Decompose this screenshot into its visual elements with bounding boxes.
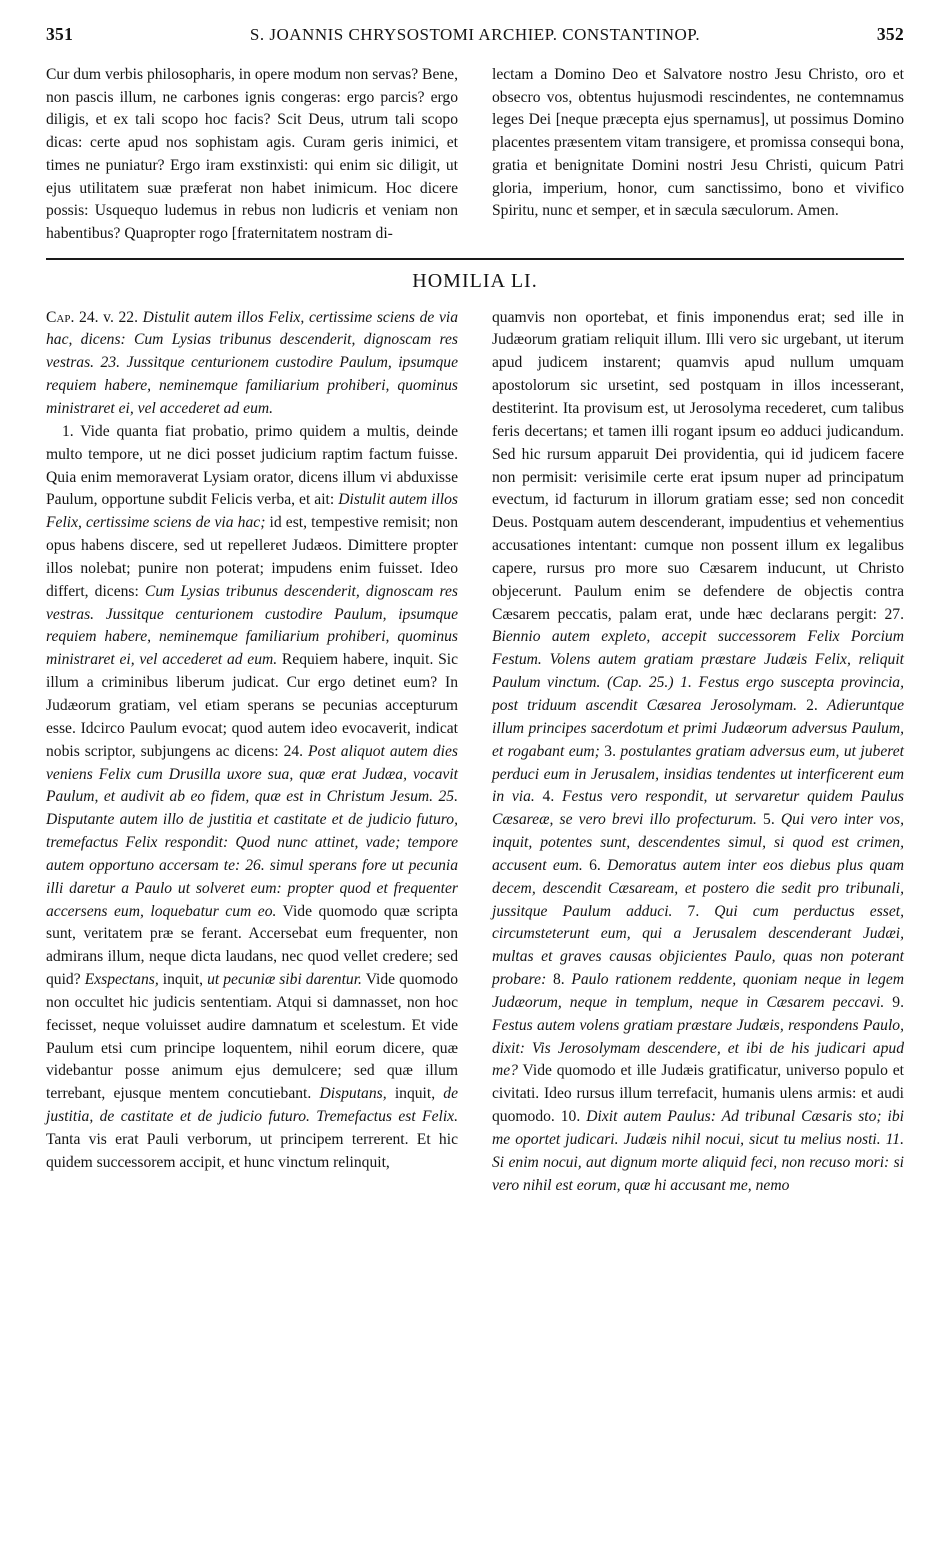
quote-run: Qui cum perductus esset, circumsteterunt eum, qui a Jerusalem descenderant Judæi, multas et graves causas objicientes Paulo, quas non poterant probare: xyxy=(492,902,905,989)
text-run: Tanta vis erat Pauli verborum, ut principem terrerent. Et hic quidem successorem accipit, et hunc vinctum relinquit, xyxy=(46,1131,458,1171)
continuation-paragraph xyxy=(492,307,904,1198)
top-right-text: lectam a Domino Deo et Salvatore nostro Jesu Christo, oro et obsecro vos, obtentus hujusmodi rescindentes, ne contemnamus leges Dei [neque præcepta ejus spernamus], ut possimus Domino placentes præsentem vitam transigere, et promissa consequi bona, gratia et benignitate Domini nostri Jesu Christi, quicum Patri gloria, imperium, honor, cum sanctissimo, bono et vivifico Spiritu, nunc et semper, et in sæcula sæculorum. Amen. xyxy=(492,66,904,220)
page-number-right: 352 xyxy=(876,24,904,44)
quote-run: Festus vero respondit, ut servaretur quidem Paulus Cæsareæ, se vero brevi illo profecturum. xyxy=(492,788,905,829)
quote-run: Distulit autem illos Felix, certissime sciens de via hac; xyxy=(46,491,459,532)
verse-number: 5. xyxy=(763,811,775,829)
verse-number: 9. xyxy=(892,993,904,1011)
text-run: 1. Vide quanta fiat probatio, primo quidem a multis, deinde multo tempore, ut ne dici posset judicium raptim factum fuisse. Quia enim memoraverat Lysiam orator, dicens illum vi abduxisse Paulum, opportune subdit Felicis verba, et ait: xyxy=(46,422,458,509)
text-run: Vide quomodo non occultet hic judicis sententiam. Atqui si damnasset, non hoc fecisset, neque voluisset audire damnatum et scelestum. Et vide Paulum etsi cum principe loquentem, nihil eorum dicere, quæ videbantur posse animum ejus demulcere; sed quæ illum terrebant, ejusque mentem concutiebant. xyxy=(46,971,459,1103)
top-right-column xyxy=(492,64,904,246)
cap-ref: 24. v. 22. xyxy=(79,308,138,326)
quote-run: Post aliquot autem dies veniens Felix cum Drusilla uxore sua, quæ erat Judæa, vocavit Paulum, et audivit ab eo fidem, quæ est in Christum Jesum. 25. Disputante autem illo de justitia et castitate et de judicio futuro, tremefactus Felix respondit: Quod nunc attinet, vade; tempore autem opportuno accersam te: 26. simul sperans fore ut pecunia illi daretur a Paulo ut solveret eum: propter quod et frequenter accersens eum, loquebatur cum eo. xyxy=(46,742,458,920)
quote-run: ut pecuniæ sibi darentur. xyxy=(207,971,362,989)
quote-run: Biennio autem expleto, accepit successorem Felix Porcium Festum. Volens autem gratiam præstare Judæis Felix, reliquit Paulum vinctum. xyxy=(492,628,904,692)
verse-number: 2. xyxy=(806,696,818,714)
main-columns xyxy=(46,307,904,1198)
quote-run: de justitia, de castitate et de judicio futuro. Tremefactus est Felix. xyxy=(46,1085,459,1126)
text-run: Vide quomodo quæ scripta sunt, veritatem præ se ferant. Accersebat eum frequenter, non admirans illum, neque dicta laudans, nec quod vellet credere; sed quid? xyxy=(46,902,458,989)
cap-scripture: Distulit autem illos Felix, certissime sciens de via hac, dicens: Cum Lysias tribunus descenderit, dignoscam res vestras. 23. Jussitque centurionem custodire Paulum, ipsumque requiem habere, neminemque familiarium prohiberi, quominus ministraret ei, vel accederet ad eum. xyxy=(46,308,458,417)
quote-run: Exspectans, xyxy=(84,971,159,989)
chapter-heading-paragraph xyxy=(46,307,458,421)
homily-title: HOMILIA LI. xyxy=(412,269,538,292)
quote-run: Disputans, xyxy=(319,1085,387,1103)
text-run: inquit, xyxy=(394,1085,436,1103)
text-run: Requiem habere, inquit. Sic illum a criminibus liberum judicat. Cur ergo detinet eum? In Judæorum gratiam, vel etiam sperans se pecunias accepturum esse. Idcirco Paulum evocat; quod autem ideo evocaverit, indicat nobis scriptor, subjungens ac dicens: 24. xyxy=(46,651,459,760)
verse-number: 6. xyxy=(589,856,601,874)
quote-run: Festus ergo suscepta provincia, post triduum ascendit Cæsarea Jerosolymam. xyxy=(492,674,904,714)
running-head xyxy=(46,24,904,64)
top-left-text: Cur dum verbis philosopharis, in opere modum non servas? Bene, non pascis illum, ne carbones ignis congeras: ergo parcis? ergo diligis, et ex tali scopo hoc facis? Scit Deus, utrum tali scopo dicas: certe apud nos sophistam agis. Curam geris inimici, et times ne puniatur? Ergo iram exstinxisti: qui enim sic diligit, ut ejus utilitatem suæ præferat non habet inimicum. Hoc dicere possis: Usquequo ludemus in rebus non ludicris et veniam non habentibus? Quapropter rogo [fraternitatem nostram di- xyxy=(46,66,458,242)
verse-number: 8. xyxy=(552,971,565,989)
verse-number: 4. xyxy=(542,788,555,806)
top-left-column xyxy=(46,64,458,246)
quote-run: Adieruntque illum principes sacerdotum et primi Judæorum adversus Paulum, et rogabant eum; xyxy=(492,696,905,760)
commentary-paragraph xyxy=(46,421,458,1175)
main-left-column xyxy=(46,307,458,1198)
quote-run: Qui vero inter vos, inquit, potentes sunt, descendentes simul, si quod est crimen, accusent eum. xyxy=(492,811,904,874)
quote-run: postulantes gratiam adversus eum, ut juberet perduci eum in Jerusalem, insidias tendentes ut interficerent eum in via. xyxy=(492,742,904,806)
text-run: id est, tempestive remisit; non opus habens discere, sed ut repelleret Judæos. Dimittere propter illos nolebat; punire non poterat; impudens enim fuisset. Ideo differt, dicens: xyxy=(46,514,459,600)
cap-label: Cap. xyxy=(46,308,75,326)
page-number-left: 351 xyxy=(46,24,74,44)
quote-run: Festus autem volens gratiam præstare Judæis, respondens Paulo, dixit: Vis Jerosolymam descendere, et ibi de his judicari apud me? xyxy=(492,1016,904,1080)
chapter-marker: (Cap. 25.) 1. xyxy=(607,674,692,692)
text-run: inquit, xyxy=(162,971,204,989)
verse-number: 7. xyxy=(687,902,700,920)
top-columns xyxy=(46,64,904,246)
main-right-column xyxy=(492,307,904,1198)
quote-run: Dixit autem Paulus: Ad tribunal Cæsaris sto; ibi me oportet judicari. Judæis nihil nocui, sicut tu melius nosti. 11. Si enim nocui, aut dignum morte aliquid feci, non recuso mori: si vero nihil est eorum, quæ hi accusant me, nemo xyxy=(492,1108,905,1194)
quote-run: Paulo rationem reddente, quoniam neque in legem Judæorum, neque in templum, neque in Cæsarem peccavi. xyxy=(492,971,905,1011)
quote-run: Cum Lysias tribunus descenderit, dignoscam res vestras. Jussitque centurionem custodire Paulum, ipsumque requiem habere, neminemque familiarium prohiberi, quominus ministraret ei, vel accederet ad eum. xyxy=(46,582,458,669)
quote-run: Demoratus autem inter eos diebus plus quam decem, descendit Cæsaream, et postero die sedit pro tribunali, jussitque Paulum adduci. xyxy=(492,856,904,920)
running-title: S. JOANNIS CHRYSOSTOMI ARCHIEP. CONSTANTINOP. xyxy=(249,25,701,44)
verse-number: 3. xyxy=(604,742,616,760)
text-run: quamvis non oportebat, et finis imponendus erat; sed ille in Judæorum gratiam reliquit illum. Illi vero sic urgebant, ut iterum apud judicem instarent; quamvis apud nullum umquam apostolorum sic ursetint, sed postquam in illos incesserant, destiterint. Ita provisum est, ut Jerosolyma recederet, cum talibus feris decertans; et tamen illi rogant ipsum eo adduci judicandum. Sed hic rursum apparuit Dei providentia, qui id judicem facere non permisit: verisimile certe erat ipsum nuper ad principatum evectum, id facturum in illorum gratiam esse; sed non concedit Deus. Postquam autem descenderant, impudentius et vehementius accusationes intentant: cumque non possent illum ex legalibus capere, rursus pro more suo Cæsarem inducunt, ut Christo objecerunt. Paulum enim se defendere de objectis contra Cæsarem peccatis, palam erat, unde hæc declarans pergit: 27. xyxy=(492,308,904,623)
section-divider xyxy=(46,258,904,260)
text-run: Vide quomodo et ille Judæis gratificatur, universo populo et civitati. Ideo rursus illum terrefacit, humanis ulens armis: et audi quomodo. 10. xyxy=(492,1062,904,1126)
